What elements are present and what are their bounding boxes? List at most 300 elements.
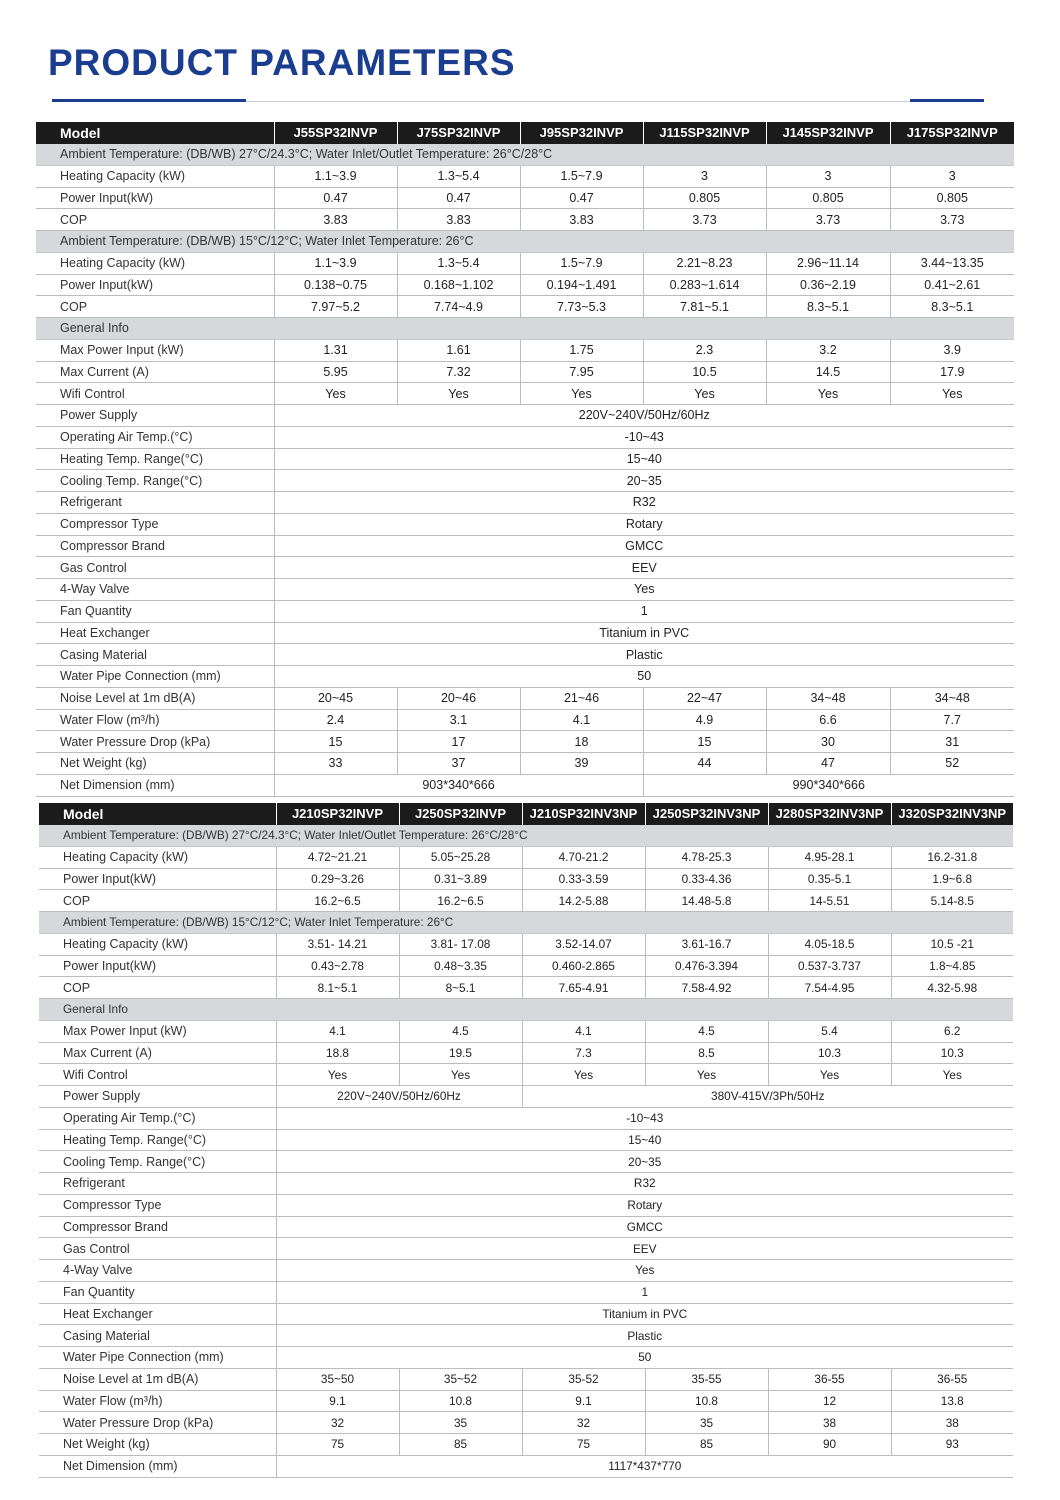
- parameter-value: 1.9~6.8: [891, 868, 1013, 890]
- parameter-label: 4-Way Valve: [39, 1260, 276, 1282]
- parameter-value: 2.96~11.14: [766, 252, 890, 274]
- parameter-value: -10~43: [276, 1107, 1013, 1129]
- table-row: [36, 165, 1014, 187]
- parameter-value: 0.31~3.89: [399, 868, 522, 890]
- parameter-value: 33: [274, 753, 397, 775]
- table-row: [39, 868, 1013, 890]
- parameter-value: Yes: [397, 383, 520, 405]
- table-row: [36, 426, 1014, 448]
- parameter-value: 31: [890, 731, 1014, 753]
- table-row: [39, 1281, 1013, 1303]
- header-row: [36, 122, 1014, 144]
- parameter-value: Titanium in PVC: [276, 1303, 1013, 1325]
- table-row: [36, 731, 1014, 753]
- table-row: [36, 666, 1014, 688]
- parameter-value: 15: [643, 731, 766, 753]
- parameter-value: 220V~240V/50Hz/60Hz: [274, 405, 1014, 427]
- parameter-value: Yes: [643, 383, 766, 405]
- parameter-value: 3: [766, 165, 890, 187]
- parameter-value: 0.36~2.19: [766, 274, 890, 296]
- parameter-value: EEV: [276, 1238, 1013, 1260]
- parameter-value: 3.81- 17.08: [399, 933, 522, 955]
- parameter-value: 13.8: [891, 1390, 1013, 1412]
- parameter-value: GMCC: [276, 1216, 1013, 1238]
- parameter-value: 1: [274, 600, 1014, 622]
- parameter-value: 14.2-5.88: [522, 890, 645, 912]
- model-name: J75SP32INVP: [397, 122, 520, 144]
- parameter-value: 7.73~5.3: [520, 296, 643, 318]
- table-row: [36, 470, 1014, 492]
- parameter-value: 4.1: [520, 709, 643, 731]
- parameter-value: 0.194~1.491: [520, 274, 643, 296]
- parameter-value: 0.35-5.1: [768, 868, 891, 890]
- table-row: [36, 774, 1014, 796]
- parameter-value: 37: [397, 753, 520, 775]
- parameter-value: 3.73: [643, 209, 766, 231]
- parameter-value: 10.5: [643, 361, 766, 383]
- table-row: [39, 933, 1013, 955]
- parameter-value: 10.8: [645, 1390, 768, 1412]
- parameter-value: 0.283~1.614: [643, 274, 766, 296]
- parameter-label: Water Pressure Drop (kPa): [36, 731, 274, 753]
- parameter-value: 16.2~6.5: [276, 890, 399, 912]
- parameter-value: 1: [276, 1281, 1013, 1303]
- parameter-value: 7.7: [890, 709, 1014, 731]
- parameter-value: 3.83: [397, 209, 520, 231]
- parameter-value: 6.6: [766, 709, 890, 731]
- parameter-value: 7.95: [520, 361, 643, 383]
- table-row: [36, 296, 1014, 318]
- section-header-row: [39, 999, 1013, 1021]
- parameter-value: 90: [768, 1434, 891, 1456]
- parameter-value: 3.44~13.35: [890, 252, 1014, 274]
- parameter-value: 15: [274, 731, 397, 753]
- parameter-value: 39: [520, 753, 643, 775]
- parameter-value: Rotary: [276, 1194, 1013, 1216]
- parameter-value: 38: [768, 1412, 891, 1434]
- parameter-value: 220V~240V/50Hz/60Hz: [276, 1086, 522, 1108]
- parameter-value: 0.48~3.35: [399, 955, 522, 977]
- title-underline: [246, 101, 910, 102]
- parameter-value: 15~40: [276, 1129, 1013, 1151]
- parameter-value: Yes: [399, 1064, 522, 1086]
- parameter-value: 20~45: [274, 687, 397, 709]
- parameter-value: Yes: [768, 1064, 891, 1086]
- parameter-value: 0.41~2.61: [890, 274, 1014, 296]
- table-row: [36, 448, 1014, 470]
- parameter-value: 3.1: [397, 709, 520, 731]
- parameter-value: 32: [522, 1412, 645, 1434]
- parameter-value: R32: [276, 1173, 1013, 1195]
- parameter-value: 0.29~3.26: [276, 868, 399, 890]
- table-row: [39, 1107, 1013, 1129]
- parameter-label: Wifi Control: [36, 383, 274, 405]
- parameter-value: 7.65-4.91: [522, 977, 645, 999]
- parameter-value: 12: [768, 1390, 891, 1412]
- parameter-value: 903*340*666: [274, 774, 643, 796]
- section-title: General Info: [39, 999, 1013, 1021]
- section-title: Ambient Temperature: (DB/WB) 15°C/12°C; Water Inlet Temperature: 26°C: [36, 231, 1014, 253]
- parameter-label: Wifi Control: [39, 1064, 276, 1086]
- parameter-value: 4.5: [645, 1020, 768, 1042]
- table-row: [36, 644, 1014, 666]
- title-underline-left: [52, 99, 246, 102]
- parameter-label: Heating Temp. Range(°C): [39, 1129, 276, 1151]
- section-title: Ambient Temperature: (DB/WB) 27°C/24.3°C; Water Inlet/Outlet Temperature: 26°C/28°C: [36, 144, 1014, 165]
- table-row: [36, 513, 1014, 535]
- table-row: [39, 1086, 1013, 1108]
- parameter-value: 44: [643, 753, 766, 775]
- parameter-value: Yes: [274, 383, 397, 405]
- column-header-label: Model: [36, 122, 274, 144]
- parameter-label: Power Input(kW): [36, 187, 274, 209]
- title-underline-right: [910, 99, 984, 102]
- parameter-value: 20~35: [276, 1151, 1013, 1173]
- parameter-label: Operating Air Temp.(°C): [39, 1107, 276, 1129]
- parameter-value: 1.5~7.9: [520, 252, 643, 274]
- parameter-label: Compressor Type: [39, 1194, 276, 1216]
- parameter-value: 3: [890, 165, 1014, 187]
- table-row: [36, 687, 1014, 709]
- parameter-label: Noise Level at 1m dB(A): [36, 687, 274, 709]
- table-row: [36, 361, 1014, 383]
- parameter-value: EEV: [274, 557, 1014, 579]
- parameter-value: 50: [274, 666, 1014, 688]
- section-title: Ambient Temperature: (DB/WB) 15°C/12°C; Water Inlet Temperature: 26°C: [39, 912, 1013, 934]
- parameter-value: Yes: [276, 1260, 1013, 1282]
- parameter-value: 8.1~5.1: [276, 977, 399, 999]
- parameter-label: Net Weight (kg): [39, 1434, 276, 1456]
- parameter-value: 3.73: [890, 209, 1014, 231]
- parameter-value: 380V-415V/3Ph/50Hz: [522, 1086, 1013, 1108]
- parameter-label: Max Current (A): [39, 1042, 276, 1064]
- parameter-value: 20~46: [397, 687, 520, 709]
- model-name: J250SP32INVP: [399, 803, 522, 825]
- parameter-label: Heating Capacity (kW): [36, 165, 274, 187]
- parameter-label: Heat Exchanger: [36, 622, 274, 644]
- parameter-value: 30: [766, 731, 890, 753]
- parameter-value: 6.2: [891, 1020, 1013, 1042]
- parameter-label: Net Weight (kg): [36, 753, 274, 775]
- parameter-value: 9.1: [276, 1390, 399, 1412]
- spec-table-1: [36, 122, 1014, 797]
- table-row: [39, 1325, 1013, 1347]
- parameter-value: 4.95-28.1: [768, 846, 891, 868]
- section-header-row: [36, 318, 1014, 340]
- parameter-value: 34~48: [890, 687, 1014, 709]
- parameter-label: Heating Capacity (kW): [39, 846, 276, 868]
- parameter-value: 15~40: [274, 448, 1014, 470]
- model-name: J210SP32INVP: [276, 803, 399, 825]
- table-row: [39, 1173, 1013, 1195]
- table-row: [39, 1347, 1013, 1369]
- section-title: Ambient Temperature: (DB/WB) 27°C/24.3°C; Water Inlet/Outlet Temperature: 26°C/28°C: [39, 825, 1013, 846]
- parameter-label: Refrigerant: [36, 492, 274, 514]
- page-title: PRODUCT PARAMETERS: [48, 42, 516, 83]
- parameter-value: 7.97~5.2: [274, 296, 397, 318]
- parameter-value: 2.3: [643, 339, 766, 361]
- table-row: [36, 274, 1014, 296]
- parameter-label: Gas Control: [39, 1238, 276, 1260]
- parameter-label: Water Pipe Connection (mm): [36, 666, 274, 688]
- section-header-row: [36, 144, 1014, 165]
- table-row: [39, 846, 1013, 868]
- parameter-value: 3.83: [274, 209, 397, 231]
- parameter-value: 38: [891, 1412, 1013, 1434]
- parameter-value: 0.805: [766, 187, 890, 209]
- parameter-value: 0.33-4.36: [645, 868, 768, 890]
- parameter-value: 16.2-31.8: [891, 846, 1013, 868]
- parameter-value: 50: [276, 1347, 1013, 1369]
- model-name: J115SP32INVP: [643, 122, 766, 144]
- parameter-label: Water Pipe Connection (mm): [39, 1347, 276, 1369]
- parameter-label: Heat Exchanger: [39, 1303, 276, 1325]
- parameter-label: Water Flow (m³/h): [39, 1390, 276, 1412]
- parameter-value: 35~50: [276, 1368, 399, 1390]
- parameter-value: 2.21~8.23: [643, 252, 766, 274]
- parameter-label: Max Power Input (kW): [39, 1020, 276, 1042]
- table-row: [36, 339, 1014, 361]
- parameter-value: Yes: [276, 1064, 399, 1086]
- parameter-value: -10~43: [274, 426, 1014, 448]
- parameter-value: 35: [399, 1412, 522, 1434]
- model-name: J55SP32INVP: [274, 122, 397, 144]
- table-row: [39, 1064, 1013, 1086]
- parameter-value: 5.95: [274, 361, 397, 383]
- table-row: [39, 955, 1013, 977]
- parameter-value: 10.3: [768, 1042, 891, 1064]
- parameter-value: Yes: [891, 1064, 1013, 1086]
- parameter-label: Heating Capacity (kW): [36, 252, 274, 274]
- table-row: [39, 1151, 1013, 1173]
- parameter-value: 52: [890, 753, 1014, 775]
- parameter-value: 0.537-3.737: [768, 955, 891, 977]
- parameter-value: 0.805: [643, 187, 766, 209]
- parameter-value: 1.3~5.4: [397, 252, 520, 274]
- parameter-label: Heating Capacity (kW): [39, 933, 276, 955]
- table-row: [36, 383, 1014, 405]
- parameter-value: 990*340*666: [643, 774, 1014, 796]
- parameter-value: Plastic: [276, 1325, 1013, 1347]
- parameter-label: Power Input(kW): [36, 274, 274, 296]
- parameter-value: 3.9: [890, 339, 1014, 361]
- table-row: [39, 1412, 1013, 1434]
- parameter-value: 4.1: [522, 1020, 645, 1042]
- parameter-value: 7.81~5.1: [643, 296, 766, 318]
- table-row: [36, 405, 1014, 427]
- parameter-value: 3.2: [766, 339, 890, 361]
- table-row: [39, 1216, 1013, 1238]
- parameter-value: 14.5: [766, 361, 890, 383]
- parameter-label: COP: [36, 209, 274, 231]
- parameter-label: Compressor Brand: [36, 535, 274, 557]
- model-name: J175SP32INVP: [890, 122, 1014, 144]
- parameter-value: 8~5.1: [399, 977, 522, 999]
- table-row: [36, 622, 1014, 644]
- parameter-value: 32: [276, 1412, 399, 1434]
- parameter-value: 5.4: [768, 1020, 891, 1042]
- parameter-value: 3: [643, 165, 766, 187]
- parameter-value: GMCC: [274, 535, 1014, 557]
- section-header-row: [39, 825, 1013, 846]
- table-row: [39, 890, 1013, 912]
- parameter-value: 0.47: [520, 187, 643, 209]
- parameter-value: 20~35: [274, 470, 1014, 492]
- parameter-value: 1.31: [274, 339, 397, 361]
- parameter-value: 1.1~3.9: [274, 252, 397, 274]
- parameter-value: 9.1: [522, 1390, 645, 1412]
- parameter-label: Power Supply: [36, 405, 274, 427]
- parameter-value: 1.3~5.4: [397, 165, 520, 187]
- parameter-value: 47: [766, 753, 890, 775]
- table-row: [39, 977, 1013, 999]
- parameter-value: 8.5: [645, 1042, 768, 1064]
- parameter-label: Fan Quantity: [39, 1281, 276, 1303]
- table-row: [36, 753, 1014, 775]
- parameter-value: 85: [399, 1434, 522, 1456]
- parameter-value: 5.14-8.5: [891, 890, 1013, 912]
- parameter-value: 1.75: [520, 339, 643, 361]
- table-row: [39, 1194, 1013, 1216]
- parameter-value: 4.5: [399, 1020, 522, 1042]
- parameter-value: 5.05~25.28: [399, 846, 522, 868]
- parameter-label: Cooling Temp. Range(°C): [36, 470, 274, 492]
- parameter-value: 4.78-25.3: [645, 846, 768, 868]
- parameter-value: 93: [891, 1434, 1013, 1456]
- parameter-value: Yes: [274, 579, 1014, 601]
- parameter-value: 0.460-2.865: [522, 955, 645, 977]
- parameter-label: Power Input(kW): [39, 868, 276, 890]
- table-row: [39, 1303, 1013, 1325]
- parameter-value: 1.5~7.9: [520, 165, 643, 187]
- parameter-label: Fan Quantity: [36, 600, 274, 622]
- model-name: J210SP32INV3NP: [522, 803, 645, 825]
- parameter-value: Yes: [766, 383, 890, 405]
- parameter-value: 0.43~2.78: [276, 955, 399, 977]
- parameter-value: 7.32: [397, 361, 520, 383]
- parameter-value: 0.138~0.75: [274, 274, 397, 296]
- parameter-label: Gas Control: [36, 557, 274, 579]
- parameter-value: 1.61: [397, 339, 520, 361]
- table-row: [36, 492, 1014, 514]
- parameter-value: 35: [645, 1412, 768, 1434]
- parameter-value: Yes: [520, 383, 643, 405]
- table-row: [36, 600, 1014, 622]
- parameter-value: 18: [520, 731, 643, 753]
- table-row: [39, 1390, 1013, 1412]
- parameter-label: Net Dimension (mm): [36, 774, 274, 796]
- table-row: [39, 1260, 1013, 1282]
- parameter-value: 22~47: [643, 687, 766, 709]
- table-row: [36, 252, 1014, 274]
- table-row: [39, 1129, 1013, 1151]
- parameter-label: Noise Level at 1m dB(A): [39, 1368, 276, 1390]
- header-row: [39, 803, 1013, 825]
- parameter-label: Water Pressure Drop (kPa): [39, 1412, 276, 1434]
- parameter-value: 10.8: [399, 1390, 522, 1412]
- parameter-value: 35~52: [399, 1368, 522, 1390]
- parameter-value: 4.70-21.2: [522, 846, 645, 868]
- parameter-value: Yes: [522, 1064, 645, 1086]
- parameter-value: 3.51- 14.21: [276, 933, 399, 955]
- section-header-row: [39, 912, 1013, 934]
- parameter-label: Operating Air Temp.(°C): [36, 426, 274, 448]
- parameter-value: 3.52-14.07: [522, 933, 645, 955]
- parameter-value: 7.3: [522, 1042, 645, 1064]
- parameter-label: 4-Way Valve: [36, 579, 274, 601]
- table-row: [36, 187, 1014, 209]
- parameter-label: Power Supply: [39, 1086, 276, 1108]
- parameter-value: Yes: [890, 383, 1014, 405]
- parameter-value: R32: [274, 492, 1014, 514]
- parameter-label: COP: [36, 296, 274, 318]
- parameter-value: 4.1: [276, 1020, 399, 1042]
- parameter-value: 3.83: [520, 209, 643, 231]
- parameter-label: Compressor Type: [36, 513, 274, 535]
- parameter-value: 3.61-16.7: [645, 933, 768, 955]
- parameter-value: 17.9: [890, 361, 1014, 383]
- parameter-label: Net Dimension (mm): [39, 1455, 276, 1477]
- parameter-value: 7.58-4.92: [645, 977, 768, 999]
- model-name: J280SP32INV3NP: [768, 803, 891, 825]
- table-row: [36, 209, 1014, 231]
- parameter-value: 35-52: [522, 1368, 645, 1390]
- parameter-value: 2.4: [274, 709, 397, 731]
- parameter-value: 19.5: [399, 1042, 522, 1064]
- parameter-value: 7.74~4.9: [397, 296, 520, 318]
- parameter-label: Compressor Brand: [39, 1216, 276, 1238]
- parameter-value: 0.33-3.59: [522, 868, 645, 890]
- parameter-label: Heating Temp. Range(°C): [36, 448, 274, 470]
- table-row: [39, 1455, 1013, 1477]
- parameter-value: 4.9: [643, 709, 766, 731]
- table-row: [39, 1368, 1013, 1390]
- table-row: [39, 1238, 1013, 1260]
- parameter-value: 7.54-4.95: [768, 977, 891, 999]
- parameter-value: 75: [522, 1434, 645, 1456]
- model-name: J320SP32INV3NP: [891, 803, 1013, 825]
- parameter-value: 1117*437*770: [276, 1455, 1013, 1477]
- parameter-value: 36-55: [891, 1368, 1013, 1390]
- parameter-value: 34~48: [766, 687, 890, 709]
- model-name: J95SP32INVP: [520, 122, 643, 144]
- parameter-label: Power Input(kW): [39, 955, 276, 977]
- spec-table-2: [39, 803, 1013, 1478]
- section-header-row: [36, 231, 1014, 253]
- parameter-value: 8.3~5.1: [766, 296, 890, 318]
- parameter-value: 18.8: [276, 1042, 399, 1064]
- parameter-value: 4.72~21.21: [276, 846, 399, 868]
- parameter-value: 4.05-18.5: [768, 933, 891, 955]
- table-row: [36, 557, 1014, 579]
- parameter-value: 0.805: [890, 187, 1014, 209]
- table-row: [39, 1020, 1013, 1042]
- parameter-label: Water Flow (m³/h): [36, 709, 274, 731]
- parameter-value: 85: [645, 1434, 768, 1456]
- parameter-value: 0.168~1.102: [397, 274, 520, 296]
- parameter-value: 21~46: [520, 687, 643, 709]
- parameter-value: 17: [397, 731, 520, 753]
- parameter-label: Cooling Temp. Range(°C): [39, 1151, 276, 1173]
- model-name: J145SP32INVP: [766, 122, 890, 144]
- parameter-value: Rotary: [274, 513, 1014, 535]
- parameter-value: 0.47: [397, 187, 520, 209]
- parameter-value: 3.73: [766, 209, 890, 231]
- parameter-value: 8.3~5.1: [890, 296, 1014, 318]
- parameter-value: 75: [276, 1434, 399, 1456]
- section-title: General Info: [36, 318, 1014, 340]
- parameter-value: 4.32-5.98: [891, 977, 1013, 999]
